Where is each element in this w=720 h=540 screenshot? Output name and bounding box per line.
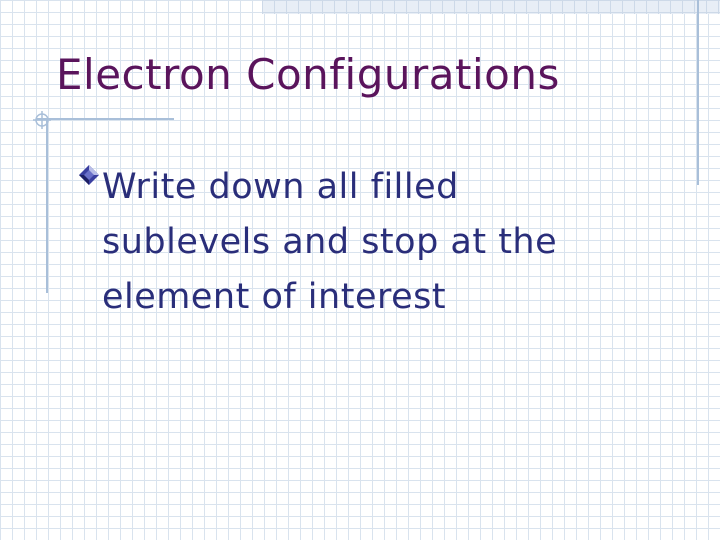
top-right-shaded-block — [262, 0, 720, 14]
bullet-item — [78, 160, 678, 325]
right-vertical-rule — [697, 0, 699, 185]
title-underline-rule — [36, 118, 174, 120]
slide-title: Electron Configurations — [56, 50, 560, 99]
left-vertical-rule — [46, 118, 48, 293]
bullet-text: Write down all filled sublevels and stop at the element of interest — [102, 167, 558, 317]
diamond-bullet-icon — [78, 164, 100, 186]
crosshair-icon — [33, 111, 51, 129]
